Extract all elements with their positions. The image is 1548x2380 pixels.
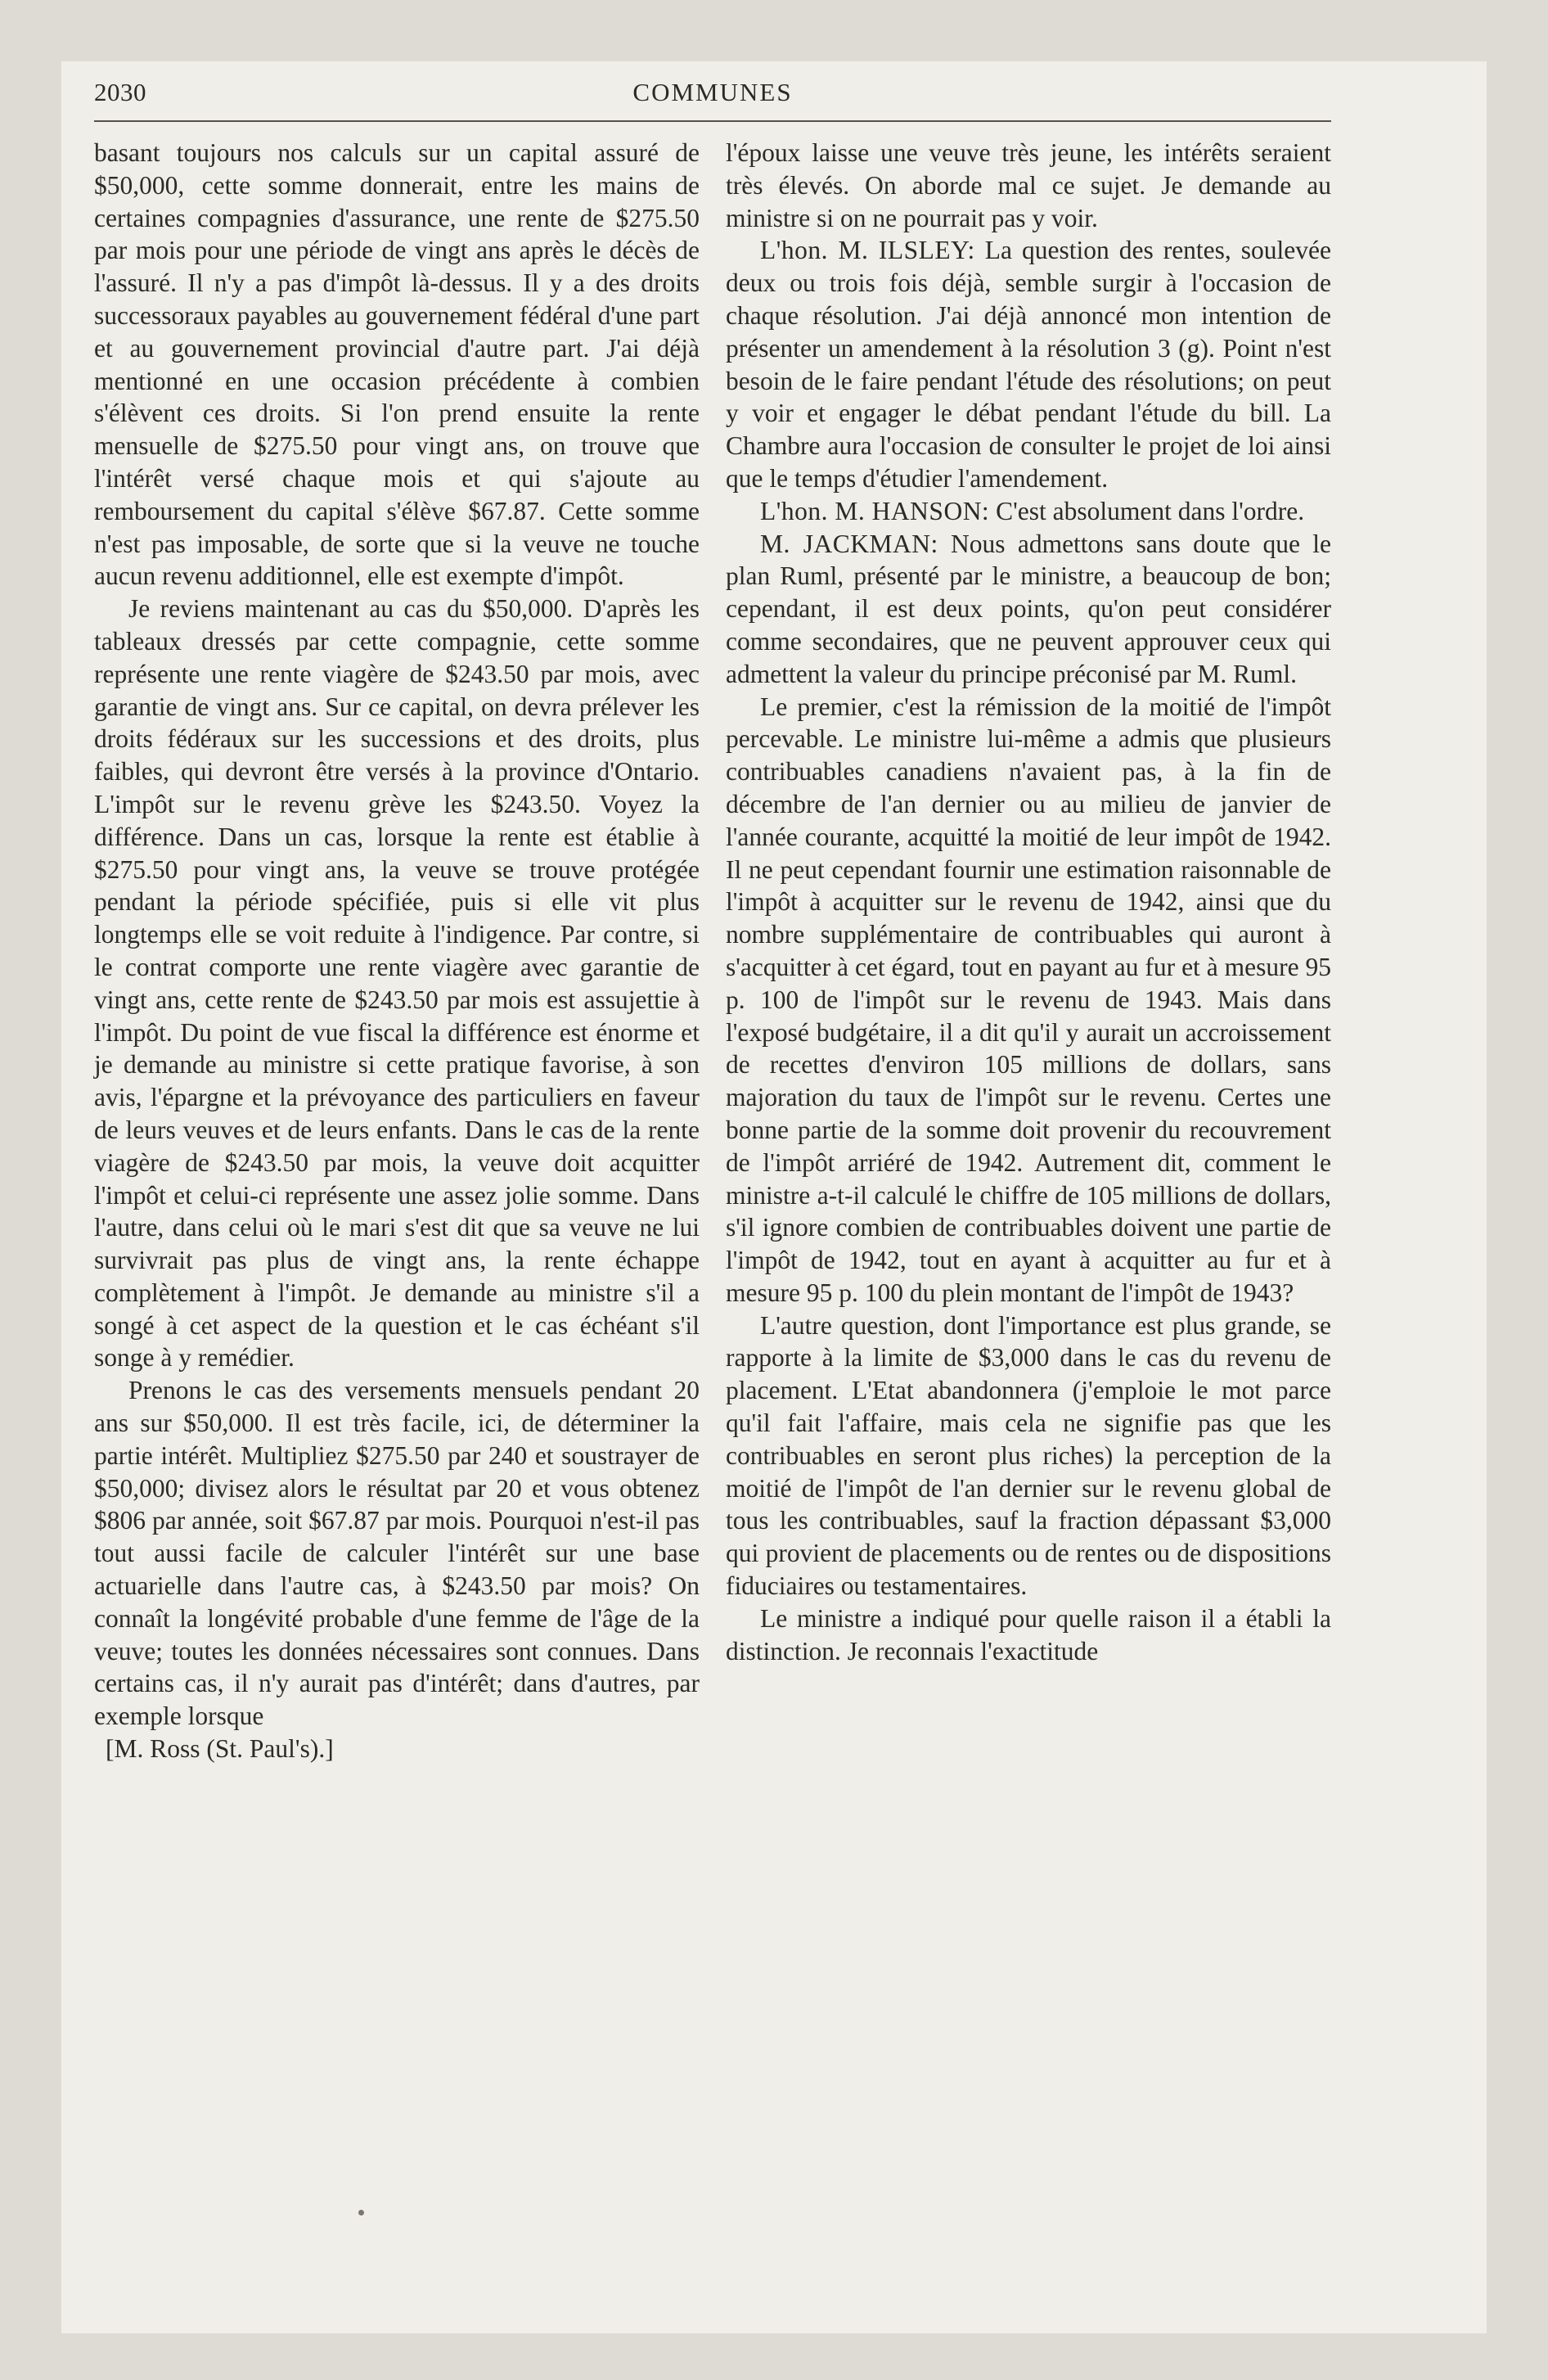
right-paragraph-6 <box>726 1309 1331 1602</box>
left-column <box>94 137 700 1765</box>
page-header <box>94 70 1331 119</box>
speaker-name: L'hon. M. HANSON: <box>760 496 990 525</box>
right-paragraph-4 <box>726 528 1331 691</box>
speaker-name: M. JACKMAN: <box>760 529 938 558</box>
paragraph-text: C'est absolument dans l'ordre. <box>989 496 1305 525</box>
paragraph-text: La question des rentes, soulevée deux ou trois fois déjà, semble surgir à l'occasion de chaque résolution. J'ai déjà annoncé mon intention de présenter un amendement à la résolution 3 (g). Point n'est besoin de le faire pendant l'étude des résolutions; on peut y voir et engager le débat pendant l'étude du bill. La Chambre aura l'occasion de consulter le projet de loi ainsi que le temps d'étudier l'amendement. <box>726 236 1331 493</box>
page-number: 2030 <box>94 78 146 106</box>
right-paragraph-7 <box>726 1602 1331 1668</box>
right-paragraph-1 <box>726 137 1331 234</box>
running-head: COMMUNES <box>632 78 793 106</box>
left-paragraph-2: Je reviens maintenant au cas du $50,000. D'après les tableaux dressés par cette compagnie, cette somme représente une rente viagère de $243.50 par mois, avec garantie de vingt ans. Sur ce capital, on devra prélever les droits fédéraux sur les successions et des droits, plus faibles, qui devront être versés à la province d'Ontario. L'impôt sur le revenu grève les $243.50. Voyez la différence. Dans un cas, lorsque la rente est établie à $275.50 pour vingt ans, la veuve se trouve protégée pendant la période spécifiée, puis si elle vit plus longtemps elle se voit reduite à l'indigence. Par contre, si le contrat comporte une rente viagère avec garantie de vingt ans, cette rente de $243.50 par mois est assujettie à l'impôt. Du point de vue fiscal la différence est énorme et je demande au ministre si cette pratique favorise, à son avis, l'épargne et la prévoyance des particuliers en faveur de leurs veuves et de leurs enfants. Dans le cas de la rente viagère de $243.50 par mois, la veuve doit acquitter l'impôt et celui-ci représente une assez jolie somme. Dans l'autre, dans celui où le mari s'est dit que sa veuve ne lui survivrait pas plus de vingt ans, la rente échappe complètement à l'impôt. Je demande au ministre s'il a songé à cet aspect de la question et le cas échéant s'il songe à y remédier. <box>94 594 700 1373</box>
paragraph-text: L'autre question, dont l'importance est plus grande, se rapporte à la limite de $3,000 dans le cas du revenu de placement. L'Etat abandonnera (j'emploie le mot parce qu'il fait l'affaire, mais cela ne signifie pas que les contribuables en seront plus riches) la perception de la moitié de l'impôt de l'an dernier sur le revenu global de tous les contribuables, sauf la fraction dépassant $3,000 qui provient de placements ou de rentes ou de dispositions fiduciaires ou testamentaires. <box>726 1310 1331 1601</box>
ink-speck <box>358 2210 364 2215</box>
paragraph-text: Le ministre a indiqué pour quelle raison il a établi la distinction. Je reconnais l'exactitude <box>726 1603 1331 1666</box>
header-rule <box>94 120 1331 122</box>
right-paragraph-3 <box>726 495 1331 528</box>
speaker-name: L'hon. M. ILSLEY: <box>760 236 975 265</box>
paragraph-text: Le premier, c'est la rémission de la moitié de l'impôt percevable. Le ministre lui-même a admis que plusieurs contribuables canadiens n'avaient pas, à la fin de décembre de l'an dernier ou au milieu de janvier de l'année courante, acquitté la moitié de leur impôt de 1942. Il ne peut cependant fournir une estimation raisonnable de l'impôt à acquitter sur le revenu de 1942, ainsi que du nombre supplémentaire de contribuables qui auront à s'acquitter à cet égard, tout en payant au fur et à mesure 95 p. 100 de l'impôt sur le revenu de 1943. Mais dans l'exposé budgétaire, il a dit qu'il y aurait un accroissement de recettes d'environ 105 millions de dollars, sans majoration du taux de l'impôt sur le revenu. Certes une bonne partie de la somme doit provenir du recouvrement de l'impôt arriéré de 1942. Autrement dit, comment le ministre a-t-il calculé le chiffre de 105 millions de dollars, s'il ignore combien de contribuables doivent une partie de l'impôt de 1942, tout en ayant à acquitter au fur et à mesure 95 p. 100 du plein montant de l'impôt de 1943? <box>726 692 1331 1307</box>
right-column <box>726 137 1331 1667</box>
speaker-attribution-note: [M. Ross (St. Paul's).] <box>106 1734 334 1764</box>
left-paragraph-1: basant toujours nos calculs sur un capital assuré de $50,000, cette somme donnerait, entre les mains de certaines compagnies d'assurance, une rente de $275.50 par mois pour une période de vingt ans après le décès de l'assuré. Il n'y a pas d'impôt là-dessus. Il y a des droits successoraux payables au gouvernement fédéral d'une part et au gouvernement provincial d'autre part. J'ai déjà mentionné en une occasion précédente à combien s'élèvent ces droits. Si l'on prend ensuite la rente mensuelle de $275.50 pour vingt ans, on trouve que l'intérêt versé chaque mois et qui s'ajoute au remboursement du capital s'élève $67.87. Cette somme n'est pas imposable, de sorte que si la veuve ne touche aucun revenu additionnel, elle est exempte d'impôt. <box>94 138 700 591</box>
paragraph-text: l'époux laisse une veuve très jeune, les intérêts seraient très élevés. On aborde mal ce sujet. Je demande au ministre si on ne pourrait pas y voir. <box>726 138 1331 232</box>
right-paragraph-5 <box>726 691 1331 1309</box>
paragraph-text: Nous admettons sans doute que le plan Ruml, présenté par le ministre, a beaucoup de bon; cependant, il est deux points, qu'on peut considérer comme secondaires, que ne peuvent approuver ceux qui admettent la valeur du principe préconisé par M. Ruml. <box>726 529 1331 688</box>
right-paragraph-2 <box>726 234 1331 494</box>
left-paragraph-3: Prenons le cas des versements mensuels pendant 20 ans sur $50,000. Il est très facile, ici, de déterminer la partie intérêt. Multipliez $275.50 par 240 et soustrayer de $50,000; divisez alors le résultat par 20 et vous obtenez $806 par année, soit $67.87 par mois. Pourquoi n'est-il pas tout aussi facile de calculer l'intérêt sur une base actuarielle dans l'autre cas, à $243.50 par mois? On connaît la longévité probable d'une femme de l'âge de la veuve; toutes les données nécessaires sont connues. Dans certains cas, il n'y aurait pas d'intérêt; dans d'autres, par exemple lorsque <box>94 1376 700 1731</box>
